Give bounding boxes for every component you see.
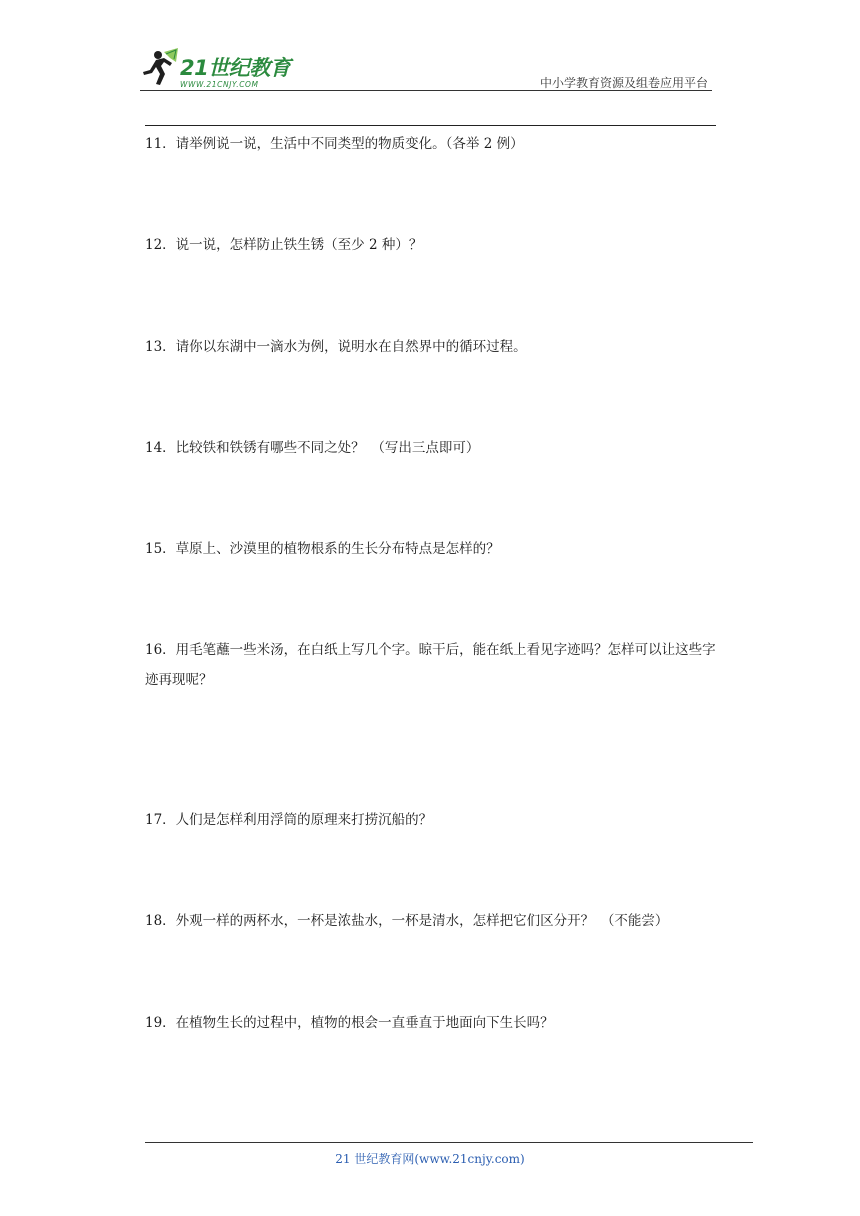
header-divider [140,90,712,91]
footer-link[interactable]: 21 世纪教育网(www.21cnjy.com) [335,1152,525,1166]
question-19: 19．在植物生长的过程中，植物的根会一直垂直于地面向下生长吗？ [145,1015,554,1031]
question-15: 15．草原上、沙漠里的植物根系的生长分布特点是怎样的？ [145,541,500,557]
content-top-divider [145,125,716,126]
runner-logo-icon [140,48,180,88]
question-16: 16．用毛笔蘸一些米汤，在白纸上写几个字。晾干后，能在纸上看见字迹吗？怎样可以让这些字迹再现呢？ [145,642,716,688]
question-12: 12．说一说，怎样防止铁生锈（至少 2 种）？ [145,237,423,253]
question-18: 18．外观一样的两杯水，一杯是浓盐水，一杯是清水，怎样把它们区分开？ （不能尝） [145,913,669,929]
question-11: 11．请举例说一说，生活中不同类型的物质变化。（各举 2 例） [145,136,524,152]
logo-url: WWW.21CNJY.COM [180,80,259,89]
page-header [140,40,712,92]
site-logo[interactable] [140,46,320,90]
question-13: 13．请你以东湖中一滴水为例，说明水在自然界中的循环过程。 [145,339,527,355]
footer-divider [145,1142,753,1143]
logo-text: 21世纪教育 [180,56,291,80]
platform-label: 中小学教育资源及组卷应用平台 [539,76,708,90]
question-14: 14．比较铁和铁锈有哪些不同之处？ （写出三点即可） [145,440,480,456]
question-17: 17．人们是怎样利用浮筒的原理来打捞沉船的？ [145,812,433,828]
